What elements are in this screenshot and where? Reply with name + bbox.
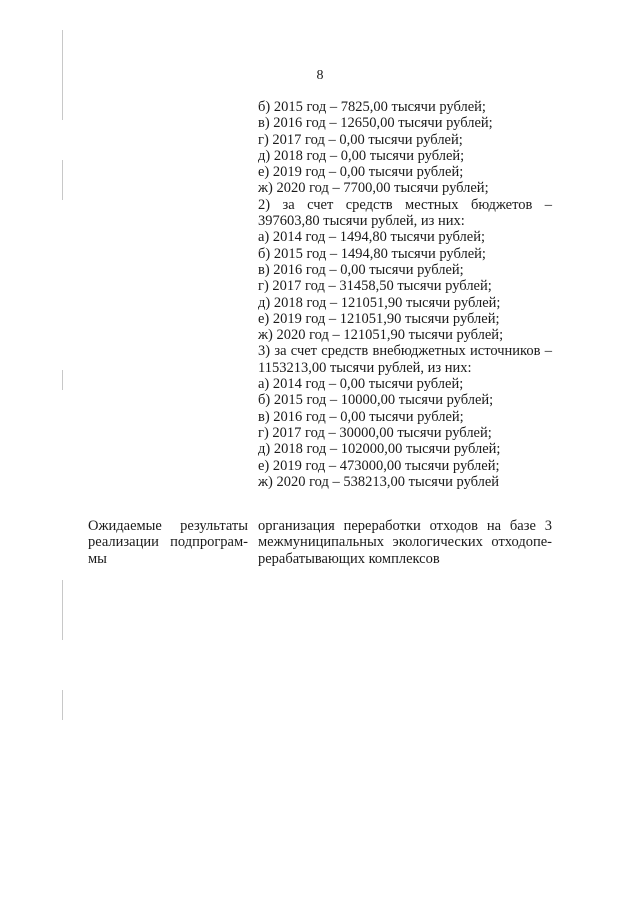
local-budget-line: б) 2015 год – 1494,80 тысячи рублей; bbox=[258, 245, 486, 262]
local-budget-line: в) 2016 год – 0,00 тысячи рублей; bbox=[258, 261, 464, 278]
funding-line: ж) 2020 год – 7700,00 тысячи рублей; bbox=[258, 180, 489, 197]
results-label-line: мы bbox=[88, 550, 107, 567]
scan-edge-mark bbox=[62, 690, 63, 720]
local-budget-line: д) 2018 год – 121051,90 тысячи рублей; bbox=[258, 294, 501, 311]
extra-budget-line: е) 2019 год – 473000,00 тысячи рублей; bbox=[258, 457, 500, 474]
expected-results-label bbox=[88, 518, 248, 567]
local-budget-heading: 2) за счет средств местных бюджетов – bbox=[258, 196, 552, 213]
extra-budget-line: а) 2014 год – 0,00 тысячи рублей; bbox=[258, 376, 464, 393]
results-text-line: организация переработки отходов на базе 3 bbox=[258, 518, 552, 534]
extra-budget-line: г) 2017 год – 30000,00 тысячи рублей; bbox=[258, 424, 492, 441]
page-number: 8 bbox=[316, 68, 324, 83]
local-budget-line: е) 2019 год – 121051,90 тысячи рублей; bbox=[258, 310, 500, 327]
funding-line: г) 2017 год – 0,00 тысячи рублей; bbox=[258, 131, 463, 148]
funding-sources-block bbox=[258, 99, 552, 490]
extra-budget-total: 1153213,00 тысячи рублей, из них: bbox=[258, 359, 472, 376]
local-budget-line: ж) 2020 год – 121051,90 тысячи рублей; bbox=[258, 327, 504, 344]
extra-budget-line: ж) 2020 год – 538213,00 тысячи рублей bbox=[258, 473, 500, 490]
results-label-line: реализации подпрограм- bbox=[88, 534, 248, 551]
extra-budget-line: д) 2018 год – 102000,00 тысячи рублей; bbox=[258, 441, 501, 458]
scan-edge-mark bbox=[62, 370, 63, 390]
local-budget-line: а) 2014 год – 1494,80 тысячи рублей; bbox=[258, 229, 486, 246]
extra-budget-heading: 3) за счет средств внебюджетных источников – bbox=[258, 343, 552, 360]
local-budget-line: г) 2017 год – 31458,50 тысячи рублей; bbox=[258, 278, 492, 295]
funding-line: д) 2018 год – 0,00 тысячи рублей; bbox=[258, 147, 465, 164]
results-text-line: межмуниципальных экологических отходопе- bbox=[258, 534, 552, 551]
funding-line: е) 2019 год – 0,00 тысячи рублей; bbox=[258, 164, 464, 181]
local-budget-total: 397603,80 тысячи рублей, из них: bbox=[258, 213, 465, 230]
scan-edge-mark bbox=[62, 160, 63, 200]
expected-results-text bbox=[258, 518, 552, 567]
funding-line: в) 2016 год – 12650,00 тысячи рублей; bbox=[258, 115, 493, 132]
funding-line: б) 2015 год – 7825,00 тысячи рублей; bbox=[258, 99, 486, 115]
results-text-line: рерабатывающих комплексов bbox=[258, 550, 440, 567]
scan-edge-mark bbox=[62, 580, 63, 640]
extra-budget-line: в) 2016 год – 0,00 тысячи рублей; bbox=[258, 408, 464, 425]
results-label-line: Ожидаемые результаты bbox=[88, 518, 248, 534]
extra-budget-line: б) 2015 год – 10000,00 тысячи рублей; bbox=[258, 392, 494, 409]
